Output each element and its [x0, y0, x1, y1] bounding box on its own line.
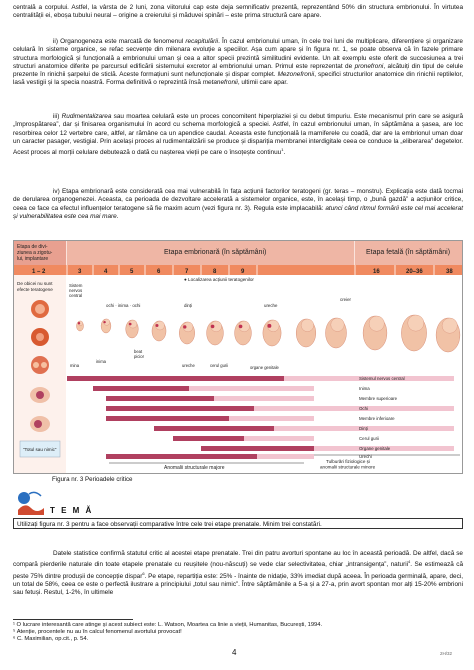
bar-label: Dinți — [359, 426, 368, 432]
page-code: 2H/32 — [440, 651, 453, 656]
footnote-rule — [13, 619, 133, 620]
label-ureche-top: ureche — [264, 303, 278, 308]
page-number: 4 — [232, 648, 237, 657]
label-ochi-inima: ochi · inima · ochi — [106, 303, 141, 308]
bar-label: Membre superioare — [359, 396, 398, 402]
week-label: 8 — [213, 269, 217, 275]
week-label: 20–36 — [406, 269, 423, 275]
week-label: 3 — [78, 269, 82, 275]
bar-label: Sistemul nervos central — [359, 376, 405, 382]
embryo-figure — [207, 321, 224, 345]
critical-bar-dark — [106, 396, 214, 401]
label-localizare: ● Localizarea acțiunii teratogenilor — [184, 277, 254, 282]
week-label: 38 — [446, 269, 453, 275]
week-label: 5 — [130, 269, 134, 275]
no-teratogenic-effects-label: De obicei nu sunt efecte teratogene — [17, 281, 53, 292]
critical-bar-light — [254, 406, 454, 411]
critical-bar-dark — [106, 406, 254, 411]
total-label: “Totul sau nimic” — [23, 447, 57, 452]
tema-title: T E M Ă — [50, 506, 94, 515]
embryo-figure — [179, 322, 194, 344]
critical-periods-diagram — [14, 241, 462, 473]
tema-text: Utilizați figura nr. 3 pentru a face observații comparative între cele trei etape prenatale. Minim trei constatări. — [13, 518, 463, 529]
bar-label: Organe genitale — [359, 446, 391, 452]
paragraph-etapa-embrionara: iv) Etapa embrionară este considerată cea mai vulnerabilă în fața acțiunii factorilor teratogeni (gr. teras – monstru). Explicația este dată tocmai de derularea organogenezei. Aceasta, ca perioada de dezvoltare accelerată a sistemelor organice, este, în același timp, o „bună gazdă” a acțiunilor critice, ceea ce face ca efectul influențelor teratogene să fie maxim acum (vezi figura nr. 3). Regula este implacabilă: atunci când ritmul formării este cel mai accelerat și vulnerabilitatea este cea mai mare. — [13, 188, 463, 220]
embryo-figure — [363, 316, 387, 350]
embryo-figure — [436, 318, 460, 352]
label-mina: mina — [70, 363, 80, 368]
embryo-figure — [326, 318, 347, 348]
bar-label: Cerul gurii — [359, 436, 380, 442]
header-fetal-label: Etapa fetală (în săptămâni) — [366, 249, 451, 256]
label-snc: Sistem nervos central — [69, 283, 83, 298]
footnote-5: ⁵ Atenție, procentele nu au în calcul fenomenul avortului provocat! — [13, 629, 182, 635]
critical-bar-light — [229, 416, 314, 421]
critical-bar-dark — [67, 376, 284, 381]
footnote-6: ⁶ C. Maximilian, op.cit., p. 54. — [13, 636, 89, 642]
week-label: 4 — [104, 269, 108, 275]
week-label: 1 – 2 — [32, 269, 46, 275]
bar-label: Urechi — [359, 454, 372, 460]
week-label: 9 — [241, 269, 245, 275]
critical-bar-dark — [106, 416, 229, 421]
critical-bar-dark — [93, 386, 189, 391]
critical-period-bars — [67, 376, 454, 459]
critical-bar-dark — [173, 436, 244, 441]
paragraph-rudimentalizare: iii) Rudimentalizarea sau moartea celulară este un proces concomitent hiperplaziei și cu debut timpuriu. Este mecanismul prin care se asigură „împrospătarea”, dar și finisarea organismului în acord cu schema morfologică a speciei. Astfel, în cazul embrionului uman, în săptămâna a șasea, are loc resorbirea celor 12 vertebre care, altfel, ar rămâne ca un apendice caudal. Aceasta este funcțională la mamiferele cu coadă, dar are la embrionul uman doar un caracter pasager, vestigial. Prin același proces al rudimentalizării se produce și dispariția membranei interdigitale ceea ce conduce la „eliberarea” degetelor. Acest proces al morții celulare debutează o dată cu nașterea vieții pe care o însoțește continuu$^1$. — [13, 113, 463, 157]
bottom-major-label: Anomalii structurale majore — [164, 465, 225, 471]
embryo-figure — [152, 321, 166, 341]
critical-bar-dark — [201, 446, 314, 451]
critical-bar-dark — [106, 454, 257, 459]
paragraph-intro: centrală a corpului. Astfel, la vârsta de 2 luni, zona viitorului cap este deja semnificativ prezentă, reprezentând 50% din structura embrionului. În virtutea centralității ei, eboșa tubului neural – origine a creierului și măduvei spinări – este prima structură care apare. — [13, 4, 463, 20]
label-beat-picior: beat picior — [134, 349, 145, 359]
week-label: 6 — [157, 269, 161, 275]
embryo-figure — [296, 319, 316, 347]
label-ureche-bottom: ureche — [182, 363, 195, 368]
figure-caption: Figura nr. 3 Perioadele critice — [52, 476, 133, 483]
bar-label: Ochi — [359, 406, 369, 412]
tema-icon — [15, 488, 45, 516]
header-stage-label: Etapa de divi- ziunea a zigotu- lui, implantare — [17, 244, 53, 262]
bottom-minor-label: Tulburări fiziologice și anomalii structurale minore — [320, 459, 376, 470]
critical-periods-figure — [13, 240, 463, 474]
embryo-figure — [263, 320, 281, 346]
embryo-figure — [126, 320, 139, 338]
embryo-figure — [101, 319, 111, 333]
label-inima-bottom: inima — [96, 359, 107, 364]
critical-bar-light — [257, 454, 314, 459]
embryo-figure — [77, 321, 84, 331]
bar-label: Inima — [359, 386, 370, 392]
week-label: 16 — [373, 269, 380, 275]
label-dinti: dinți — [184, 303, 193, 308]
label-cerul-gurii: cerul gurii — [210, 363, 229, 368]
critical-bar-light — [244, 436, 314, 441]
paragraph-organogeneza: ii) Organogeneza este marcată de fenomenul recapitulării. În cazul embrionului uman, în cele trei luni de multiplicare, diferențiere și organizare celulară în sisteme organice, se refac secvențe din milenara evoluție a speciilor. Așa cum apare și în figura nr. 1, se poate observa că în fazele primare structura morfologică și funcțională a embrionului uman și cea a altor specii prezintă similitudini evidente. Un alt exemplu este oferit de succesiunea a trei structuri anatomice diferite pe parcursul edificării sistemului excretor al embrionului uman. Primul este reprezentat de pronefroni, alcătuiți din tipul de celule prezente în rinichii șarpelui de sticlă. Aceste formațiuni sunt nefuncționale și dispar complet. Mezonefronii, specifici structurilor anatomice din rinichii reptilelor, lasă vestigii și la specia noastră. Forma definitivă o reprezintă însă metanefronii, ultimii care apar. — [13, 38, 464, 87]
week-label: 7 — [185, 269, 189, 275]
paragraph-statistici: Datele statistice confirmă statutul critic al acestei etape prenatale. Trei din patru avorturi spontane au loc în această perioadă. De altfel, dacă se compară pierderile naturale din toate etapele prenatale cu reușitele (nou-născuți) se vede clar selectivitatea, chiar „intransigența”, naturii$^4$. Se estimează că peste 75% dintre produșii de concepție dispar$^6$. Pe etape, repartiția este: 25% - înainte de nidație, 33% imediat după aceea. În perioada germinală, apare, deci, un total de 58%, ceea ce este o perfectă ilustrare a principiului „totul sau nimic”. Între săptămânile a 5-a și a 27-a, prin avort spontan mor alți 15-20% embrioni sau fetuși. Restul, 1-2%, în ultimele — [13, 550, 463, 597]
footnote-1: ¹ O lucrare interesantă care atinge și acest subiect este: L. Watson, Moartea ca linie a vieții, Humanitas, București, 1994. — [13, 622, 323, 628]
embryo-illustrations — [77, 315, 460, 352]
label-organe-genitale: organe genitale — [250, 365, 279, 370]
critical-bar-light — [189, 386, 314, 391]
embryo-figure — [235, 321, 252, 345]
bar-label: Membre inferioare — [359, 416, 395, 422]
critical-bar-light — [214, 396, 314, 401]
critical-bar-dark — [154, 426, 274, 431]
header-embryo-label: Etapa embrionară (în săptămâni) — [164, 249, 267, 256]
embryo-figure — [401, 315, 426, 351]
label-creier: creier — [340, 297, 351, 302]
